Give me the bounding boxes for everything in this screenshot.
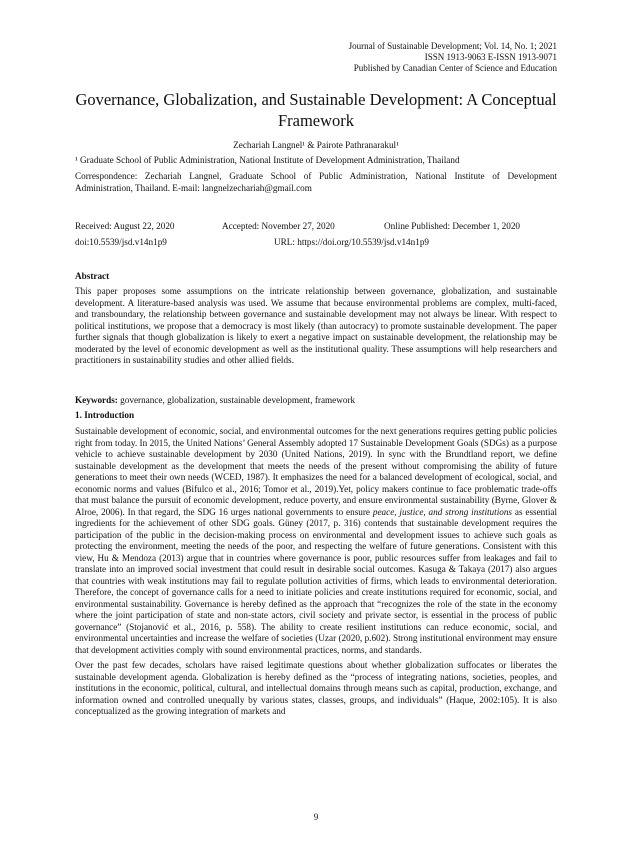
journal-publisher: Published by Canadian Center of Science and Education [353, 63, 557, 73]
authors: Zechariah Langnel¹ & Pairote Pathranarakul¹ [233, 140, 399, 150]
introduction-paragraph-2: Over the past few decades, scholars have raised legitimate questions about whether globalization suffocates or liberates the sustainable development agenda. Globalization is hereby defined as the “process of integrating nations, societies, peoples, and institutions in the economic, political, cultural, and intellectual domains through means such as capital, production, exchange, and information owned and controlled unequally by various states, classes, groups, and individuals” (Haque, 2002:105). It is also conceptualized as the growing integration of markets and [75, 660, 557, 716]
abstract-heading: Abstract [75, 271, 110, 281]
doi[interactable]: doi:10.5539/jsd.v14n1p9 [75, 237, 167, 247]
paper-title: Governance, Globalization, and Sustainable Development: A Conceptual Framework [75, 90, 557, 130]
abstract-text: This paper proposes some assumptions on the intricate relationship between governance, globalization, and sustainable development. A literature-based analysis was used. We assume that because environmental problems are complex, multi-faced, and transboundary, the relationship between governance and sustainable development may not always be linear. With respect to political institutions, we propose that a democracy is most likely (than autocracy) to promote sustainable development. The paper further signals that though globalization is likely to exert a negative impact on sustainable development, the relationship may be moderated by the level of economic development as well as the institutional quality. These assumptions will help researchers and practitioners in sustainability studies and other allied fields. [75, 286, 557, 365]
keywords-label: Keywords: [75, 395, 118, 405]
journal-citation: Journal of Sustainable Development; Vol. 14, No. 1; 2021 [348, 41, 557, 51]
received-date: Received: August 22, 2020 [75, 221, 175, 231]
journal-issn: ISSN 1913-9063 E-ISSN 1913-9071 [424, 52, 557, 62]
keywords [75, 395, 557, 407]
accepted-date: Accepted: November 27, 2020 [222, 221, 335, 231]
introduction-paragraph-1: Sustainable development of economic, social, and environmental outcomes for the next generations requires getting public policies right from today. In 2015, the United Nations’ General Assembly adopted 17 Sustainable Development Goals (SDGs) as a purpose vehicle to achieve sustainable development by 2030 (United Nations, 2019). In sync with the Brundtland report, we define sustainable development as the development that meets the needs of the present without compromising the ability of future generations to meet their own needs (WCED, 1987). It emphasizes the need for a balanced development of ecological, social, and economic norms and values (Bifulco et al., 2016; Tomor et al., 2019).Yet, policy makers continue to face problematic trade-offs that must balance the pursuit of economic development, reduce poverty, and ensure environmental sustainability (Byrne, Glover & Alroe, 2006). In that regard, the SDG 16 urges national governments to ensure peace, justice, and strong institutions as essential ingredients for the achievement of other SDG goals. Güney (2017, p. 316) contends that sustainable development requires the participation of the public in the decision-making process on environmental and development issues to achieve such goals as protecting the environment, meeting the needs of the poor, and respecting the welfare of future generations. Consistent with this view, Hu & Mendoza (2013) argue that in countries where governance is poor, public resources suffer from leakages and fail to translate into an improved social investment that could result in desirable social outcomes. Kasuga & Takaya (2017) also argues that countries with weak institutions may fail to regulate pollution activities of firms, which leads to environmental deterioration. Therefore, the concept of governance calls for a need to initiate policies and create institutions required for economic, social, and environmental sustainability. Governance is hereby defined as the approach that “recognizes the role of the state in the economy where the joint participation of state and non-state actors, civil society and private sector, is essential in the process of public governance” (Stojanović et al., 2016, p. 558). The ability to create resilient institutions can reduce economic, social, and environmental uncertainties and increase the welfare of societies (Uzar (2020, p.602). Strong institutional environment may ensure that development activities comply with sound environmental practices, norms, and standards. [75, 426, 557, 655]
published-date: Online Published: December 1, 2020 [384, 221, 521, 231]
introduction-heading: 1. Introduction [75, 410, 135, 420]
correspondence: Correspondence: Zechariah Langnel, Graduate School of Public Administration, National Institute of Development Administration, Thailand. E-mail: langnelzechariah@gmail.com [75, 171, 557, 193]
article-url[interactable]: URL: https://doi.org/10.5539/jsd.v14n1p9 [274, 237, 430, 247]
keywords-text: governance, globalization, sustainable development, framework [120, 395, 356, 405]
affiliation: ¹ Graduate School of Public Administration, National Institute of Development Administration, Thailand [75, 155, 460, 165]
page-number: 9 [313, 812, 319, 822]
